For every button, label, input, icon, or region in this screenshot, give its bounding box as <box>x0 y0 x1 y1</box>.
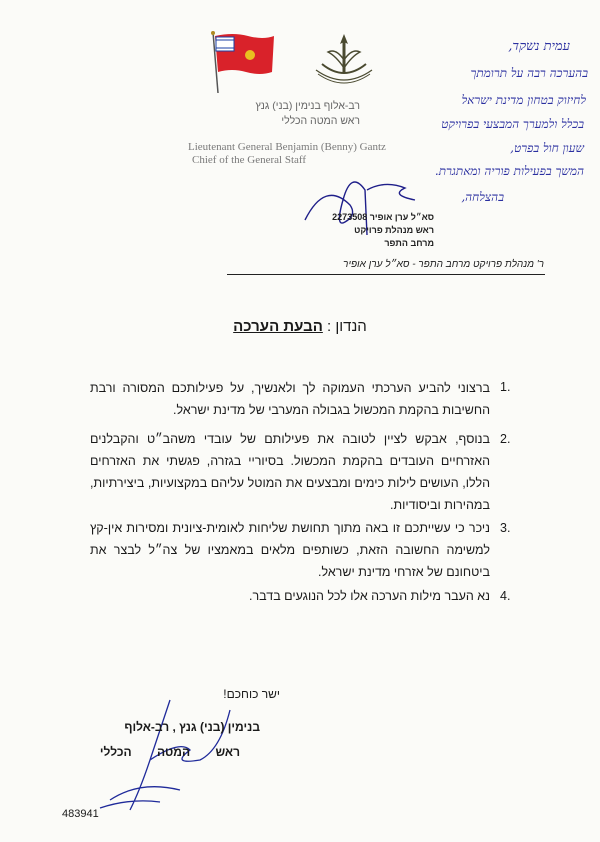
paragraph-number-3: 3. <box>500 521 511 535</box>
letterhead-title-en: Chief of the General Staff <box>192 154 307 166</box>
paragraph-number-1: 1. <box>500 380 511 394</box>
closing-title: ראש המטה הכללי <box>99 745 240 759</box>
paragraph-2: בנוסף, אבקש לציין לטובה את פעילותם של עובדי משהב״ט והקבלנים האזרחיים העובדים בהקמת המכשול. בסיוריי בגזרה, פגשתי את האזרחים הללו, העושים לילות כימים ומבצעים את המוטל עליהם במקצועיות, ביצירתיות, במהירות וביסודיות. <box>90 432 490 512</box>
addressee-underline <box>227 274 545 275</box>
handwritten-note-line-6: המשך בפעילות פוריה ומאתגרת. <box>434 164 584 178</box>
addressee-line: ר' מנהלת פרויקט מרחב התפר - סא״ל ערן אופיר <box>343 259 544 270</box>
idf-emblem-logo <box>308 30 380 90</box>
paragraph-number-4: 4. <box>500 589 511 603</box>
project-stamp-line-3: מרחב התפר <box>384 238 434 248</box>
letterhead-name-en: Lieutenant General Benjamin (Benny) Gantz <box>188 141 386 153</box>
project-stamp-line-1: סא״ל ערן אופיר 2273508 <box>332 212 434 222</box>
subject-title: הבעת הערכה <box>233 318 323 335</box>
paragraph-4: נא העבר מילות הערכה אלו לכל הנוגעים בדבר. <box>249 589 490 603</box>
closing-greeting: ישר כוחכם! <box>223 687 280 701</box>
handwritten-note-line-4: בכלל ולמערך המבצעי בפרויקט <box>441 117 584 131</box>
paragraph-1: ברצוני להביע הערכתי העמוקה לך ולאנשיך, על פעילותכם המסורה ורבת החשיבות בהקמת המכשול בגבולה המערבי של מדינת ישראל. <box>90 381 490 417</box>
paragraph-number-2: 2. <box>500 432 511 446</box>
handwritten-note-line-1: עמית נשקד, <box>508 39 570 54</box>
subject-heading <box>150 318 450 335</box>
handwritten-note-line-3: לחיזוק בטחון מדינת ישראל <box>461 93 586 107</box>
handwritten-note-line-2: בהערכה רבה על תרומתך <box>470 66 588 80</box>
letterhead-name-he: רב-אלוף בנימין (בני) גנץ <box>255 100 360 112</box>
letterhead-title-he: ראש המטה הכללי <box>281 115 360 127</box>
idf-flag-logo <box>208 30 278 95</box>
paragraph-3: ניכר כי עשייתכם זו באה מתוך תחושת שליחות לאומית-ציונית ומסירות אין-קץ למשימה החשובה הזאת, כשותפים מלאים במאמציו של צה״ל לבצר את ביטחונם של אזרחי מדינת ישראל. <box>90 521 490 579</box>
project-stamp-line-2: ראש מנהלת פרויקט <box>354 225 434 235</box>
closing-name: בנימין (בני) גנץ , רב-אלוף <box>124 720 260 734</box>
subject-prefix: הנדון : <box>327 318 367 335</box>
handwritten-note-line-7: בהצלחה, <box>461 190 504 204</box>
handwritten-note-line-5: שעון חול בפרט, <box>510 141 584 155</box>
document-number: 483941 <box>62 808 99 820</box>
